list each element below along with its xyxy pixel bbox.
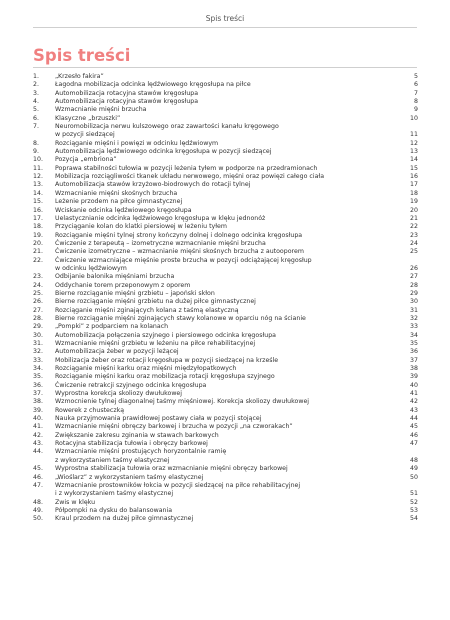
toc-entry	[33, 181, 418, 189]
toc-entry-number: 38.	[33, 398, 43, 406]
toc-entry-page: 10	[410, 114, 418, 122]
toc-entry-page: 9	[414, 106, 418, 114]
toc-entry-number: 41.	[33, 423, 43, 431]
toc-entry-title: Automobilizacja rotacyjna stawów kręgosłupa	[55, 98, 199, 106]
toc-entry-number: 24.	[33, 281, 43, 289]
toc-entry-title: Wyprostna stabilizacja tułowia oraz wzmacnianie mięśni obręczy barkowej	[55, 465, 288, 473]
toc-entry-title: Zwiększanie zakresu zginania w stawach barkowych	[55, 431, 219, 439]
toc-entry-title: Poprawa stabilności tułowia w pozycji leżenia tyłem w podporze na przedramionach	[55, 164, 318, 172]
toc-entry	[33, 81, 418, 89]
toc-entry-page: 46	[410, 431, 418, 439]
toc-entry-title: i z wykorzystaniem taśmy elastycznej	[55, 490, 174, 498]
toc-entry-title: Ćwiczenie z terapeutą – izometryczne wzmacnianie mięśni brzucha	[55, 239, 266, 247]
toc-entry	[33, 423, 418, 431]
toc-entry-title: Rozciąganie mięśni tylnej strony kończyny dolnej i dolnego odcinka kręgosłupa	[55, 231, 303, 239]
toc-entry-page: 28	[410, 281, 418, 289]
toc-entry	[33, 407, 418, 415]
toc-entry-page: 12	[410, 139, 418, 147]
toc-entry-title: Wzmacnianie mięśni grzbietu w leżeniu na piłce rehabilitacyjnej	[55, 340, 256, 347]
toc-entry-page: 32	[410, 314, 418, 322]
toc-entry-title: Rozciąganie mięśni i powięzi w odcinku lędźwiowym	[55, 139, 219, 147]
toc-entry	[33, 340, 418, 348]
toc-entry-number: 7.	[33, 123, 39, 131]
toc-entry-number: 5.	[33, 106, 39, 114]
toc-entry-title: Uelastycznianie odcinka lędźwiowego kręgosłupa w klęku jednonóż	[55, 214, 266, 222]
toc-entry-number: 2.	[33, 81, 39, 89]
toc-entry	[33, 432, 418, 440]
toc-entry	[33, 282, 418, 290]
toc-entry-page: 7	[414, 89, 418, 97]
toc-entry-page: 8	[414, 98, 418, 106]
toc-entry-number: 8.	[33, 139, 39, 147]
toc-entry	[33, 215, 418, 223]
toc-entry-title: Bierne rozciąganie mięśni grzbietu na dużej piłce gimnastycznej	[55, 298, 256, 306]
toc-entry-title: Ćwiczenie izometryczne – wzmacnianie mięśni skośnych brzucha z autooporem	[55, 248, 304, 256]
toc-entry-title: Wzmacnianie prostowników łokcia w pozycji siedzącej na piłce rehabilitacyjnej	[55, 481, 301, 489]
toc-entry-title: Wzmacnianie mięśni brzucha	[55, 106, 147, 114]
toc-entry-page: 45	[410, 423, 418, 431]
toc-entry	[33, 398, 418, 406]
toc-entry	[33, 207, 418, 215]
toc-entry-page: 13	[410, 148, 418, 156]
toc-entry	[33, 332, 418, 340]
toc-entry-number: 29.	[33, 323, 43, 331]
toc-entry-title: Pozycja „embriona”	[55, 156, 117, 164]
toc-entry-title: w pozycji siedzącej	[55, 131, 115, 139]
toc-entry-title: Bierne rozciąganie mięśni zginających stawy kolanowe w oparciu nóg na ścianie	[55, 314, 306, 322]
toc-entry-page: 34	[410, 331, 418, 339]
toc-entry-number: 13.	[33, 181, 43, 189]
toc-entry	[33, 515, 418, 523]
toc-entry	[33, 298, 418, 306]
toc-entry-title: Ćwiczenie retrakcji szyjnego odcinka kręgosłupa	[55, 381, 207, 389]
toc-entry-number: 33.	[33, 356, 43, 364]
toc-entry-page: 27	[410, 273, 418, 281]
toc-entry-number: 47.	[33, 481, 43, 489]
toc-entry-title: Bierne rozciąganie mięśni grzbietu – japoński skłon	[55, 289, 215, 297]
toc-entry	[33, 90, 418, 98]
page-title: Spis treści	[33, 46, 131, 65]
toc-entry-number: 34.	[33, 365, 43, 373]
toc-entry-title: Rozciąganie mięśni zginających kolana z taśmą elastyczną	[55, 306, 239, 314]
toc-entry-title: Rozciąganie mięśni karku oraz mobilizacja rotacji kręgosłupa szyjnego	[55, 373, 275, 381]
toc-entry-title: Ćwiczenie wzmacniające mięśnie proste brzucha w pozycji odciążającej kręgosłup	[55, 256, 312, 264]
toc-entry-page: 5	[414, 73, 418, 80]
toc-entry-title: Półpompki na dysku do balansowania	[55, 506, 173, 514]
toc-entry	[33, 257, 418, 265]
toc-entry	[33, 248, 418, 256]
toc-entry-page: 11	[410, 131, 418, 139]
toc-entry-page: 15	[410, 164, 418, 172]
toc-entry-number: 30.	[33, 331, 43, 339]
toc-entry-number: 44.	[33, 448, 43, 456]
toc-entry-title: Mobilizacja rozciągliwości tkanek układu nerwowego, mięśni oraz powięzi całego ciała	[55, 173, 325, 181]
toc-entry-number: 25.	[33, 289, 43, 297]
toc-entry-page: 6	[414, 81, 418, 89]
toc-entry	[33, 465, 418, 473]
toc-entry-number: 42.	[33, 431, 43, 439]
running-header: Spis treści	[205, 14, 245, 23]
toc-entry-title: Wzmacnianie mięśni obręczy barkowej i brzucha w pozycji „na czworakach”	[55, 423, 293, 431]
toc-entry-number: 26.	[33, 298, 43, 306]
toc-entry-number: 45.	[33, 465, 43, 473]
toc-entry-number: 11.	[33, 164, 43, 172]
toc-entry-number: 6.	[33, 114, 39, 122]
toc-entry-page: 44	[410, 415, 418, 423]
toc-entry-number: 49.	[33, 506, 43, 514]
toc-entry-page: 39	[410, 373, 418, 381]
toc-entry-page: 19	[410, 198, 418, 206]
toc-entry-number: 10.	[33, 156, 43, 164]
toc-entry	[33, 223, 418, 231]
toc-entry-page: 53	[410, 506, 418, 514]
toc-entry-page: 47	[410, 440, 418, 448]
toc-entry-page: 16	[410, 173, 418, 181]
toc-entry-title: Zwis w klęku	[55, 498, 96, 506]
toc-entry-title: „Pompki” z podparciem na kolanach	[55, 323, 169, 331]
toc-entry-number: 50.	[33, 515, 43, 523]
toc-entry	[33, 156, 418, 164]
toc-entry-continuation	[33, 490, 418, 498]
toc-entry-number: 20.	[33, 239, 43, 247]
toc-entry-title: Wzmacnianie mięśni prostujących horyzontalnie ramię	[55, 448, 227, 456]
toc-entry-page: 33	[410, 323, 418, 331]
toc-entry-title: Nauka przyjmowania prawidłowej postawy ciała w pozycji stojącej	[55, 415, 262, 423]
toc-entry	[33, 106, 418, 114]
toc-entry-page: 29	[410, 289, 418, 297]
toc-entry-title: Oddychanie torem przeponowym z oporem	[55, 281, 191, 289]
toc-entry-title: Przyciąganie kolan do klatki piersiowej w leżeniu tyłem	[55, 223, 227, 231]
toc-entry	[33, 240, 418, 248]
toc-entry-number: 16.	[33, 206, 43, 214]
toc-entry	[33, 315, 418, 323]
toc-entry-title: Wciskanie odcinka lędźwiowego kręgosłupa	[55, 206, 192, 214]
toc-entry-number: 12.	[33, 173, 43, 181]
toc-entry	[33, 307, 418, 315]
toc-entry-title: Kraul przodem na dużej piłce gimnastycznej	[55, 515, 194, 523]
toc-entry-page: 52	[410, 498, 418, 506]
toc-entry-page: 24	[410, 239, 418, 247]
toc-entry-number: 39.	[33, 406, 43, 414]
toc-entry-page: 23	[410, 231, 418, 239]
toc-entry	[33, 382, 418, 390]
toc-entry-page: 22	[410, 223, 418, 231]
header-divider	[33, 27, 417, 28]
toc-entry-number: 4.	[33, 98, 39, 106]
toc-entry-number: 22.	[33, 256, 43, 264]
toc-entry-page: 37	[410, 356, 418, 364]
toc-entry-number: 48.	[33, 498, 43, 506]
toc-entry-page: 36	[410, 348, 418, 356]
toc-entry-number: 31.	[33, 340, 43, 347]
toc-entry-number: 15.	[33, 198, 43, 206]
toc-entry-title: Mobilizacja żeber oraz rotacji kręgosłupa w pozycji siedzącej na krześle	[55, 356, 279, 364]
toc-entry-title: Wzmacnianie mięśni skośnych brzucha	[55, 189, 178, 197]
toc-entry-number: 1.	[33, 73, 39, 80]
toc-entry-number: 23.	[33, 273, 43, 281]
toc-entry-number: 43.	[33, 440, 43, 448]
toc-entry	[33, 190, 418, 198]
toc-entry-page: 49	[410, 465, 418, 473]
toc-entry-title: Leżenie przodem na piłce gimnastycznej	[55, 198, 183, 206]
toc-entry-title: Rowerek z chusteczką	[55, 406, 125, 414]
table-of-contents	[33, 73, 418, 524]
toc-entry	[33, 165, 418, 173]
toc-entry-page: 31	[410, 306, 418, 314]
toc-entry-number: 9.	[33, 148, 39, 156]
toc-entry-number: 40.	[33, 415, 43, 423]
toc-entry-title: Neuromobilizacja nerwu kulszowego oraz zawartości kanału kręgowego	[55, 123, 279, 131]
toc-entry	[33, 507, 418, 515]
toc-entry-page: 42	[410, 398, 418, 406]
toc-entry-number: 21.	[33, 248, 43, 256]
toc-entry	[33, 123, 418, 131]
toc-entry-title: z wykorzystaniem taśmy elastycznej	[55, 456, 170, 464]
toc-entry-page: 38	[410, 365, 418, 373]
toc-entry-title: w odcinku lędźwiowym	[55, 264, 127, 272]
toc-entry-number: 37.	[33, 390, 43, 398]
toc-entry	[33, 198, 418, 206]
toc-entry-title: Automobilizacja lędźwiowego odcinka kręgosłupa w pozycji siedzącej	[55, 148, 272, 156]
toc-entry-title: Wyprostna korekcja skoliozy dwułukowej	[55, 390, 183, 398]
toc-entry-page: 30	[410, 298, 418, 306]
toc-entry-number: 17.	[33, 214, 43, 222]
toc-entry-page: 50	[410, 473, 418, 481]
toc-entry	[33, 140, 418, 148]
toc-entry-page: 35	[410, 340, 418, 347]
toc-entry-title: Automobilizacja żeber w pozycji leżącej	[55, 348, 179, 356]
toc-entry-title: Automobilizacja rotacyjna stawów kręgosłupa	[55, 89, 199, 97]
toc-entry-page: 40	[410, 381, 418, 389]
toc-entry	[33, 499, 418, 507]
toc-entry-title: Wzmocnienie tylnej diagonalnej taśmy mięśniowej. Korekcja skoliozy dwułukowej	[55, 398, 310, 406]
toc-entry-page: 51	[410, 490, 418, 498]
title-divider	[33, 67, 417, 68]
toc-entry	[33, 348, 418, 356]
toc-entry-page: 54	[410, 515, 418, 523]
toc-entry-number: 18.	[33, 223, 43, 231]
toc-entry-page: 14	[410, 156, 418, 164]
toc-entry-title: Odbijanie balonika mięśniami brzucha	[55, 273, 175, 281]
toc-entry-number: 46.	[33, 473, 43, 481]
toc-entry-number: 19.	[33, 231, 43, 239]
toc-entry-number: 28.	[33, 314, 43, 322]
toc-entry-title: Łagodna mobilizacja odcinka lędźwiowego kręgosłupa na piłce	[55, 81, 251, 89]
toc-entry-page: 25	[410, 248, 418, 256]
toc-entry-title: Rotacyjna stabilizacja tułowia i obręczy barkowej	[55, 440, 208, 448]
toc-entry-title: Automobilizacja stawów krzyżowo-biodrowych do rotacji tylnej	[55, 181, 251, 189]
toc-entry	[33, 482, 418, 490]
toc-entry	[33, 115, 418, 123]
toc-entry-number: 36.	[33, 381, 43, 389]
toc-entry-number: 27.	[33, 306, 43, 314]
toc-entry	[33, 323, 418, 331]
toc-entry	[33, 373, 418, 381]
toc-entry	[33, 273, 418, 281]
toc-entry-number: 32.	[33, 348, 43, 356]
toc-entry	[33, 357, 418, 365]
toc-entry-page: 21	[410, 214, 418, 222]
toc-entry	[33, 148, 418, 156]
toc-entry-page: 18	[410, 189, 418, 197]
toc-entry-title: Automobilizacja połączenia szyjnego i piersiowego odcinka kręgosłupa	[55, 331, 276, 339]
toc-entry	[33, 474, 418, 482]
toc-entry-title: Rozciąganie mięśni karku oraz mięśni międzyłopatkowych	[55, 365, 237, 373]
toc-entry	[33, 232, 418, 240]
toc-entry-page: 26	[410, 264, 418, 272]
toc-entry-title: Klasyczne „brzuszki”	[55, 114, 121, 122]
toc-entry-page: 20	[410, 206, 418, 214]
toc-entry-page: 17	[410, 181, 418, 189]
toc-entry-continuation	[33, 265, 418, 273]
toc-entry-continuation	[33, 131, 418, 139]
toc-entry	[33, 448, 418, 456]
toc-entry-number: 3.	[33, 89, 39, 97]
toc-entry-page: 48	[410, 456, 418, 464]
toc-entry-title: „Krzesło fakira”	[55, 73, 104, 80]
toc-entry-number: 35.	[33, 373, 43, 381]
toc-entry-page: 43	[410, 406, 418, 414]
toc-entry-number: 14.	[33, 189, 43, 197]
toc-entry-page: 41	[410, 390, 418, 398]
toc-entry-continuation	[33, 457, 418, 465]
toc-entry-title: „Wioślarz” z wykorzystaniem taśmy elastycznej	[55, 473, 204, 481]
